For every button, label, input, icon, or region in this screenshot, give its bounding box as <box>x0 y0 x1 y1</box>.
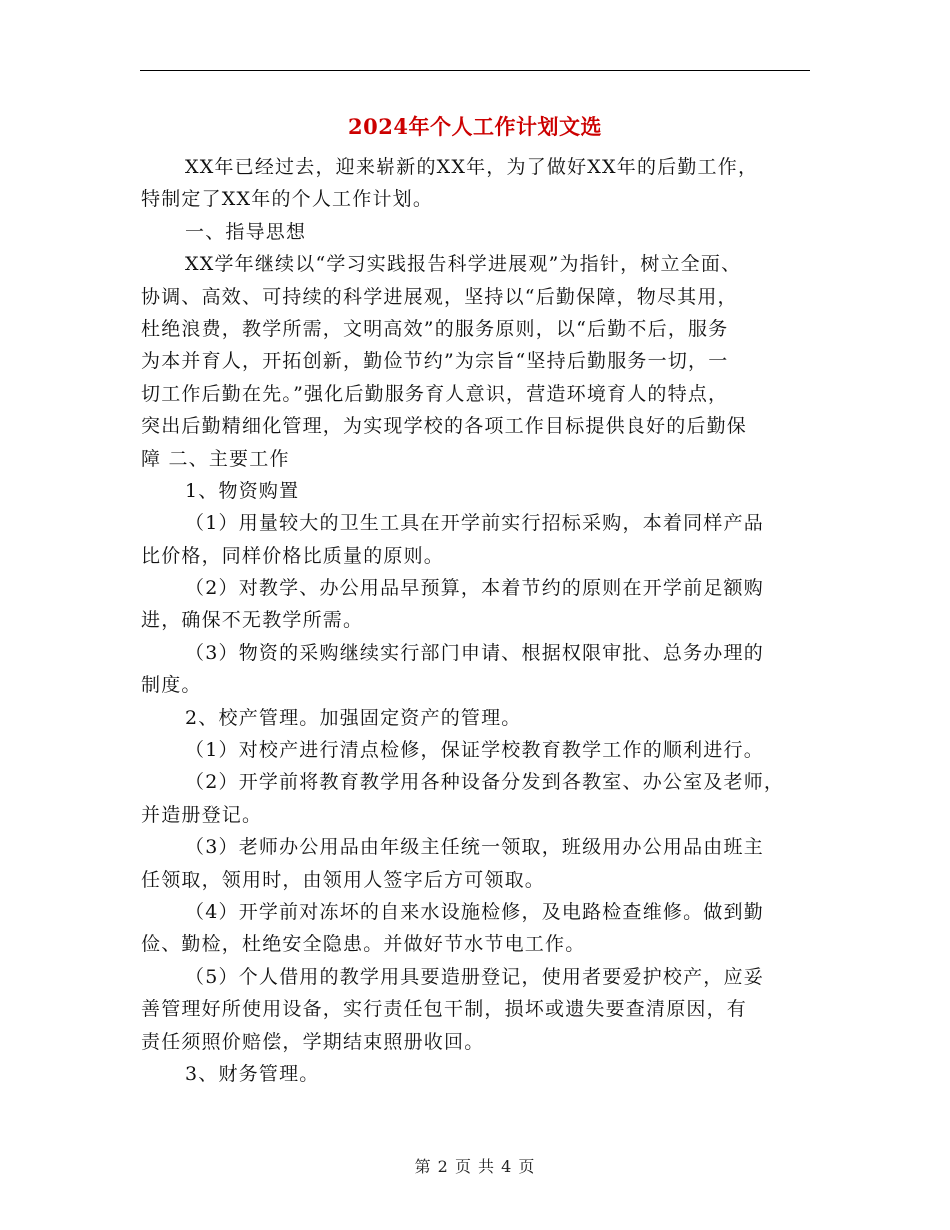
text-line: 杜绝浪费，教学所需，文明高效”的服务原则，以“后勤不后，服务 <box>141 317 729 340</box>
text-line: 一、指导思想 <box>185 220 307 243</box>
text-line: （2）对教学、办公用品早预算，本着节约的原则在开学前足额购 <box>185 577 764 600</box>
text-line: （1）对校产进行清点检修，保证学校教育教学工作的顺利进行。 <box>185 739 764 762</box>
text-line: 3、财务管理。 <box>185 1062 320 1085</box>
text-line: 进，确保不无教学所需。 <box>141 609 364 632</box>
body-paragraph <box>141 151 811 1090</box>
text-line: 为本并育人，开拓创新，勤俭节约”为宗旨“坚持后勤服务一切，一 <box>141 350 729 373</box>
text-line: 特制定了XX年的个人工作计划。 <box>141 188 434 211</box>
text-line: （2）开学前将教育教学用各种设备分发到各教室、办公室及老师， <box>185 771 785 794</box>
text-line: 制度。 <box>141 674 202 697</box>
text-line: 1、物资购置 <box>185 479 300 502</box>
text-line: （5）个人借用的教学用具要造册登记，使用者要爱护校产，应妥 <box>185 965 764 988</box>
text-line: （1）用量较大的卫生工具在开学前实行招标采购，本着同样产品 <box>185 512 764 535</box>
text-line: 任领取，领用时，由领用人签字后方可领取。 <box>141 868 546 891</box>
page-number: 第 2 页 共 4 页 <box>414 1157 536 1176</box>
text-line: 切工作后勤在先。”强化后勤服务育人意识，营造环境育人的特点， <box>141 382 729 405</box>
text-line: 善管理好所使用设备，实行责任包干制，损坏或遗失要查清原因，有 <box>141 998 748 1021</box>
text-line: 2、校产管理。加强固定资产的管理。 <box>185 706 522 729</box>
document-body <box>141 151 811 1090</box>
text-line: （4）开学前对冻坏的自来水设施检修，及电路检查维修。做到勤 <box>185 900 764 923</box>
header-rule <box>140 70 810 71</box>
text-line: XX年已经过去，迎来崭新的XX年，为了做好XX年的后勤工作， <box>185 156 759 178</box>
text-line: 障 二、主要工作 <box>141 447 290 470</box>
text-line: XX学年继续以“学习实践报告科学进展观”为指针，树立全面、 <box>185 253 742 276</box>
text-line: 并造册登记。 <box>141 803 263 826</box>
text-line: （3）物资的采购继续实行部门申请、根据权限审批、总务办理的 <box>185 641 764 664</box>
text-line: 突出后勤精细化管理，为实现学校的各项工作目标提供良好的后勤保 <box>141 415 748 438</box>
text-line: 比价格，同样价格比质量的原则。 <box>141 544 445 567</box>
text-line: 协调、高效、可持续的科学进展观，坚持以“后勤保障，物尽其用， <box>141 285 738 308</box>
text-line: 责任须照价赔偿，学期结束照册收回。 <box>141 1030 485 1053</box>
text-line: （3）老师办公用品由年级主任统一领取，班级用办公用品由班主 <box>185 836 764 859</box>
text-line: 俭、勤检，杜绝安全隐患。并做好节水节电工作。 <box>141 933 586 956</box>
document-title: 2024年个人工作计划文选 <box>348 114 602 139</box>
